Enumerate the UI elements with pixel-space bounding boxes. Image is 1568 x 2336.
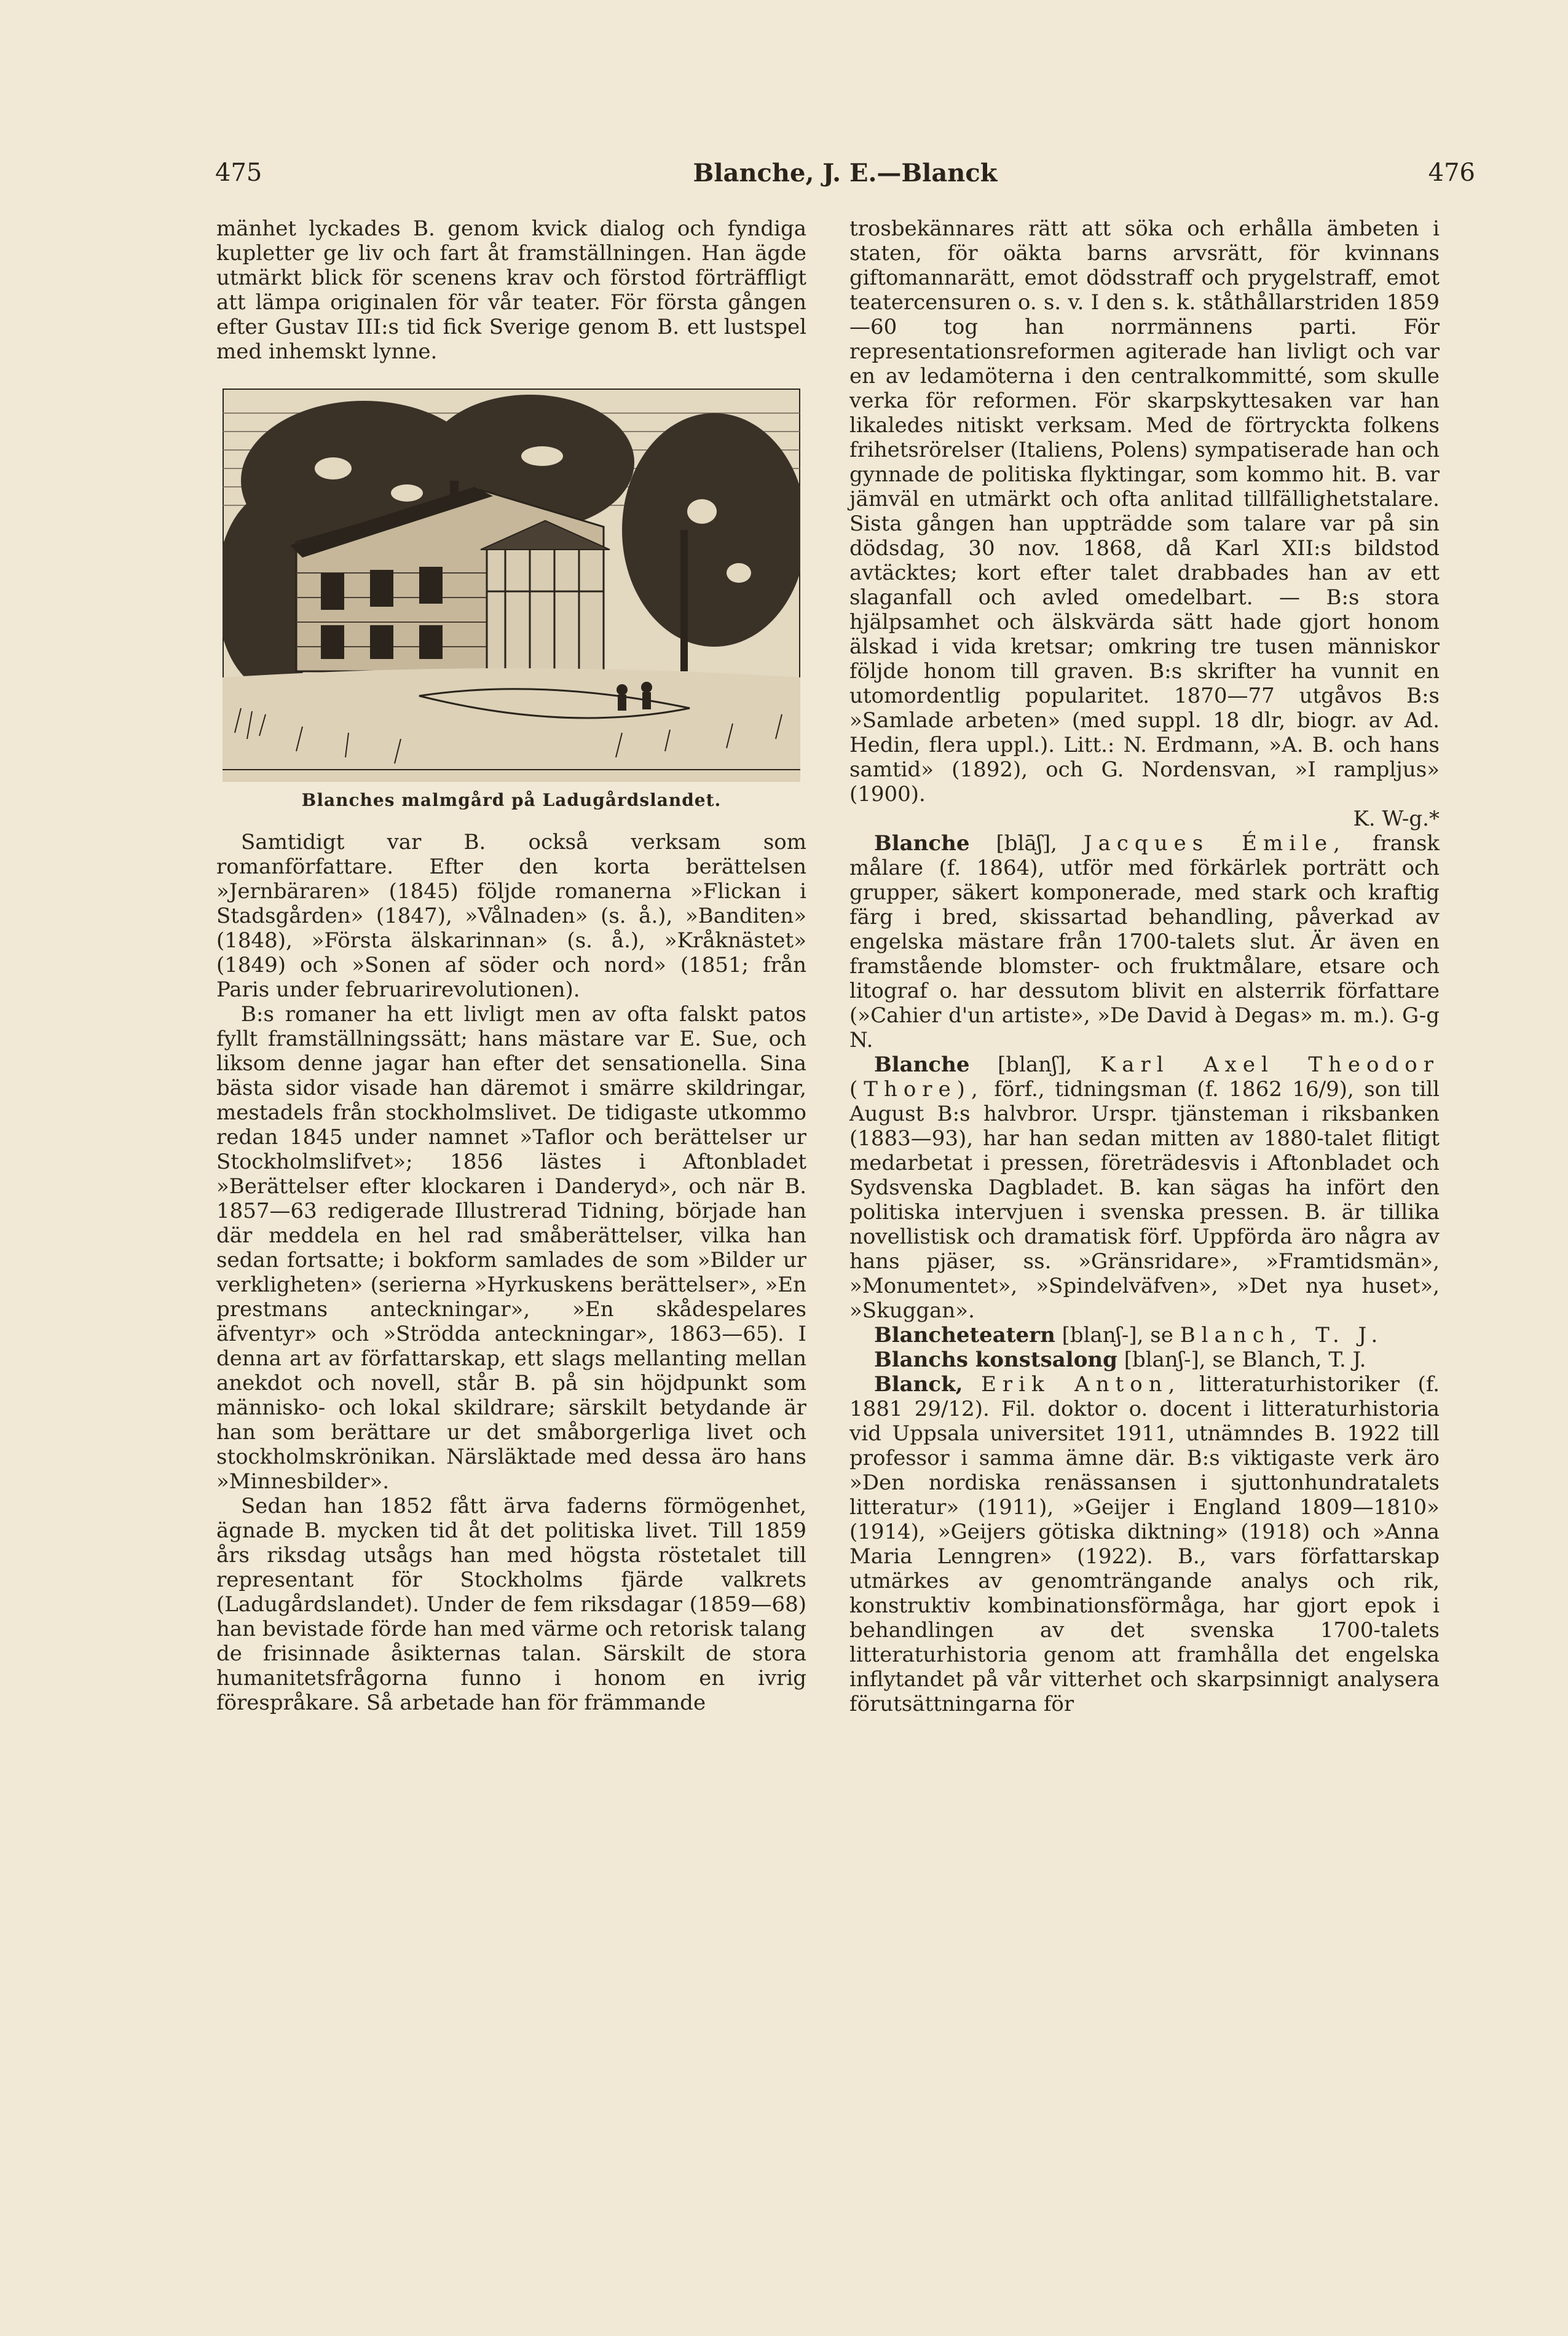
- entry-blancheteatern: [849, 1323, 1440, 1348]
- entry-name: Erik Anton,: [981, 1372, 1181, 1397]
- entry-name: Karl Axel Theodor (Thore),: [849, 1052, 1440, 1102]
- page-number-left: 475: [215, 159, 262, 187]
- right-column: [849, 216, 1440, 1716]
- entry-headword: Blanck,: [874, 1372, 963, 1397]
- entry-blanchs-konstsalong: [849, 1348, 1440, 1372]
- entry-reference: Blanch, T. J.: [1180, 1323, 1384, 1348]
- paragraph: mänhet lyckades B. genom kvick dialog och fyndiga kupletter ge liv och fart åt framställningen. Han ägde utmärkt blick för scenens krav och förstod förträffligt att lämpa originalen för vår teater. För första gången efter Gustav III:s tid fick Sverige genom B. ett lustspel med inhemskt lynne.: [216, 216, 806, 364]
- entry-headword: Blanchs konstsalong: [874, 1348, 1117, 1372]
- entry-headword: Blanche: [874, 1052, 970, 1077]
- paragraph: B:s romaner ha ett livligt men av ofta falskt patos fyllt framställningssätt; hans mästare var E. Sue, och liksom denne jagar han efter det sensationella. Sina bästa sidor visade han däremot i smärre skildringar, mestadels från stockholmslivet. De tidigaste utkommo redan 1845 under namnet »Taflor och berättelser ur Stockholmslifvet»; 1856 lästes i Aftonbladet »Berättelser efter klockaren i Danderyd», och när B. 1857—63 redigerade Illustrerad Tidning, började han där meddela en hel rad småberättelser, vilka han sedan fortsatte; i bokform samlades de som »Bilder ur verkligheten» (serierna »Hyrkuskens berättelser», »En prestmans anteckningar», »En skådespelares äfventyr» och »Strödda anteckningar», 1863—65). I denna art av författarskap, ett slags mellanting mellan anekdot och novell, står B. på sin höjdpunkt som människo- och lokal skildrare; särskilt betydande är han som berättare ur det småborgerliga livet och stockholmskrönikan. Närsläktade med dessa äro hans »Minnesbilder».: [216, 1002, 806, 1494]
- entry-reference: Blanch, T. J.: [1242, 1348, 1366, 1372]
- author-signature: K. W-g.*: [1353, 807, 1440, 831]
- running-title: Blanche, J. E.—Blanck: [693, 159, 998, 187]
- entry-blanche-karl-axel: [849, 1052, 1440, 1323]
- entry-name: Jacques Émile,: [1083, 831, 1346, 856]
- author-signature: G-g N.: [849, 1003, 1440, 1052]
- entry-see: se: [1212, 1348, 1235, 1372]
- paragraph: [849, 216, 1440, 831]
- entry-pronunciation: [blanʃ],: [997, 1052, 1073, 1077]
- entry-pronunciation: [blanʃ-],: [1124, 1348, 1206, 1372]
- entry-text: litteraturhistoriker (f. 1881 29/12). Fil. doktor o. docent i litteraturhistoria vid Uppsala universitet 1911, utnämndes B. 1922 till professor i samma ämne där. B:s viktigaste verk äro »Den nordiska renässansen i sjuttonhundratalets litteratur» (1911), »Geijer i England 1809—1810» (1914), »Geijers götiska diktning» (1918) och »Anna Maria Lenngren» (1922). B., vars författarskap utmärkes av genomträngande analys och rik, konstruktiv kombinationsförmåga, har gjort epok i behandlingen av det svenska 1700-talets litteraturhistoria genom att framhålla det engelska inflytandet på vår vitterhet och skarpsinnigt analysera förutsättningarna för: [849, 1372, 1440, 1716]
- paragraph-text: trosbekännares rätt att söka och erhålla ämbeten i staten, för oäkta barns arvsrätt, för kvinnans giftomannarätt, emot dödsstraff och prygelstraff, emot teatercensuren o. s. v. I den s. k. ståthållarstriden 1859—60 tog han norrmännens parti. För representationsreformen agiterade han livligt och var en av ledamöterna i den centralkommitté, som skulle verka för reformen. För skarpskyttesaken var han likaledes nitiskt verksam. Med de förtryckta folkens frihetsrörelser (Italiens, Polens) sympatiserade han och gynnade de politiska flyktingar, som kommo hit. B. var jämväl en utmärkt och ofta anlitad tillfällighetstalare. Sista gången han uppträdde som talare var på sin dödsdag, 30 nov. 1868, då Karl XII:s bildstod avtäcktes; kort efter talet drabbades han av ett slaganfall och avled omedelbart. — B:s stora hjälpsamhet och älskvärda sätt hade gjort honom älskad i vida kretsar; omkring tre tusen människor följde honom till graven. B:s skrifter ha vunnit en utomordentlig popularitet. 1870—77 utgåvos B:s »Samlade arbeten» (med suppl. 18 dlr, biogr. av Ad. Hedin, flera uppl.). Litt.: N. Erdmann, »A. B. och hans samtid» (1892), och G. Nordensvan, »I rampljus» (1900).: [849, 216, 1440, 807]
- left-column: [216, 216, 806, 1715]
- entry-blanche-jacques: [849, 831, 1440, 1052]
- entry-blanck: [849, 1372, 1440, 1716]
- entry-pronunciation: [blāʃ],: [996, 831, 1057, 856]
- entry-headword: Blancheteatern: [874, 1323, 1055, 1348]
- entry-text: förf., tidningsman (f. 1862 16/9), son till August B:s halvbror. Urspr. tjänsteman i riksbanken (1883—93), har han sedan mitten av 1880-talet flitigt medarbetat i pressen, företrädesvis i Aftonbladet och Sydsvenska Dagbladet. B. kan sägas ha infört den politiska intervjuen i svenska pressen. B. är tillika novellistisk och dramatisk förf. Uppförda äro några av hans pjäser, ss. »Gränsridare», »Framtidsmän», »Monumentet», »Spindelväfven», »Det nya huset», »Skuggan».: [849, 1077, 1440, 1323]
- house-illustration: [223, 389, 800, 782]
- entry-see: se: [1150, 1323, 1173, 1348]
- page-header: [215, 159, 1475, 195]
- paragraph: Samtidigt var B. också verksam som romanförfattare. Efter den korta berättelsen »Jernbäraren» (1845) följde romanerna »Flickan i Stadsgården» (1847), »Vålnaden» (s. å.), »Banditen» (1848), »Första älskarinnan» (s. å.), »Kråknästet» (1849) och »Sonen af söder och nord» (1851; från Paris under februarirevolutionen).: [216, 830, 806, 1002]
- page-number-right: 476: [1428, 159, 1475, 187]
- figure: [223, 389, 800, 813]
- entry-headword: Blanche: [874, 831, 970, 856]
- entry-pronunciation: [blanʃ-],: [1062, 1323, 1144, 1348]
- entry-text: fransk målare (f. 1864), utför med förkärlek porträtt och grupper, säkert komponerade, med stark och kraftig färg i bred, skissartad behandling, påverkad av engelska mästare från 1700-talets slut. Är även en framstående blomster- och fruktmålare, etsare och litograf o. har dessutom blivit en alsterrik författare (»Cahier d'un artiste», »De David à Degas» m. m.).: [849, 831, 1440, 1028]
- figure-caption: Blanches malmgård på Ladugårdslandet.: [301, 790, 722, 810]
- paragraph: Sedan han 1852 fått ärva faderns förmögenhet, ägnade B. mycken tid åt det politiska livet. Till 1859 års riksdag utsågs han med högsta röstetalet till representant för Stockholms fjärde valkrets (Ladugårdslandet). Under de fem riksdagar (1859—68) han bevistade förde han med värme och retorisk talang de frisinnade åsikternas talan. Särskilt de stora humanitetsfrågorna funno i honom en ivrig förespråkare. Så arbetade han för främmande: [216, 1494, 806, 1715]
